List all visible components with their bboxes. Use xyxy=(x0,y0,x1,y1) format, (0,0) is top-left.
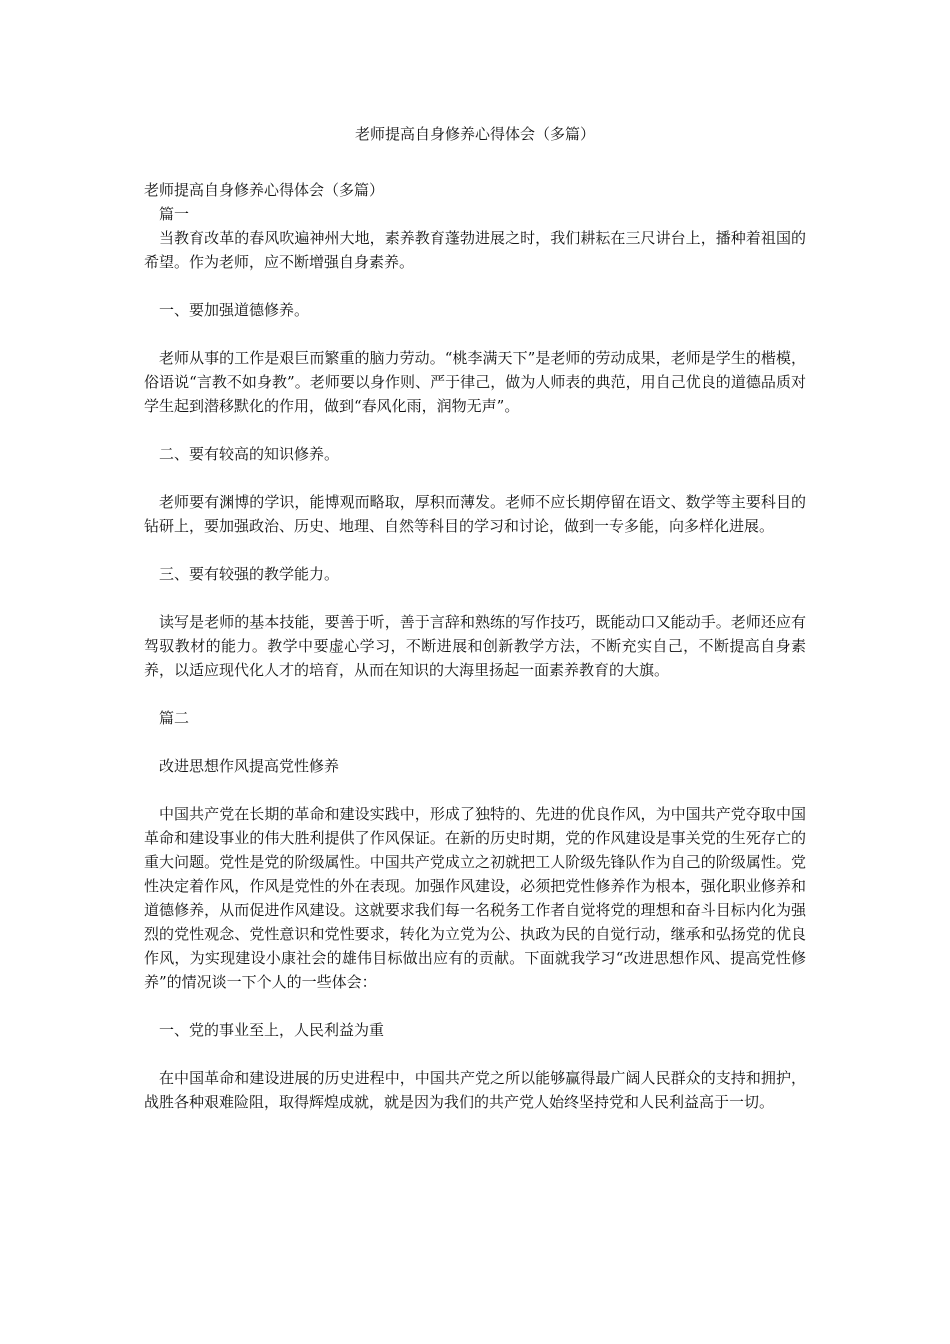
part1-section3-body: 读写是老师的基本技能，要善于听，善于言辞和熟练的写作技巧，既能动口又能动手。老师还应有驾驭教材的能力。教学中要虚心学习，不断进展和创新教学方法，不断充实自己，不断提高自身素养，以适应现代化人才的培育，从而在知识的大海里扬起一面素养教育的大旗。 xyxy=(144,613,806,679)
part1-section1-heading: 一、要加强道德修养。 xyxy=(159,301,310,319)
part1-section1-body: 老师从事的工作是艰巨而繁重的脑力劳动。“桃李满天下”是老师的劳动成果，老师是学生的楷模，俗语说“言教不如身教”。老师要以身作则、严于律己，做为人师表的典范，用自己优良的道德品质对学生起到潜移默化的作用，做到“春风化雨，润物无声”。 xyxy=(144,349,806,415)
part1-section2-body: 老师要有渊博的学识，能博观而略取，厚积而薄发。老师不应长期停留在语文、数学等主要科目的钻研上，要加强政治、历史、地理、自然等科目的学习和讨论，做到一专多能，向多样化进展。 xyxy=(144,493,806,535)
part1-intro: 当教育改革的春风吹遍神州大地，素养教育蓬勃进展之时，我们耕耘在三尺讲台上，播种着祖国的希望。作为老师，应不断增强自身素养。 xyxy=(144,229,806,271)
part2-section1-heading: 一、党的事业至上，人民利益为重 xyxy=(159,1021,385,1039)
part1-heading: 篇一 xyxy=(159,205,190,223)
document-subtitle: 老师提高自身修养心得体会（多篇） xyxy=(144,181,385,199)
document-title: 老师提高自身修养心得体会（多篇） xyxy=(354,125,595,143)
part2-section1-body: 在中国革命和建设进展的历史进程中，中国共产党之所以能够赢得最广阔人民群众的支持和拥护，战胜各种艰难险阻，取得辉煌成就，就是因为我们的共产党人始终坚持党和人民利益高于一切。 xyxy=(144,1069,806,1111)
part2-heading: 篇二 xyxy=(159,709,190,727)
part1-section2-heading: 二、要有较高的知识修养。 xyxy=(159,445,340,463)
part1-section3-heading: 三、要有较强的教学能力。 xyxy=(159,565,340,583)
part2-article-title: 改进思想作风提高党性修养 xyxy=(159,757,340,775)
part2-intro: 中国共产党在长期的革命和建设实践中，形成了独特的、先进的优良作风，为中国共产党夺取中国革命和建设事业的伟大胜利提供了作风保证。在新的历史时期，党的作风建设是事关党的生死存亡的重大问题。党性是党的阶级属性。中国共产党成立之初就把工人阶级先锋队作为自己的阶级属性。党性决定着作风，作风是党性的外在表现。加强作风建设，必须把党性修养作为根本，强化职业修养和道德修养，从而促进作风建设。这就要求我们每一名税务工作者自觉将党的理想和奋斗目标内化为强烈的党性观念、党性意识和党性要求，转化为立党为公、执政为民的自觉行动，继承和弘扬党的优良作风，为实现建设小康社会的雄伟目标做出应有的贡献。下面就我学习“改进思想作风、提高党性修养”的情况谈一下个人的一些体会： xyxy=(144,805,806,991)
